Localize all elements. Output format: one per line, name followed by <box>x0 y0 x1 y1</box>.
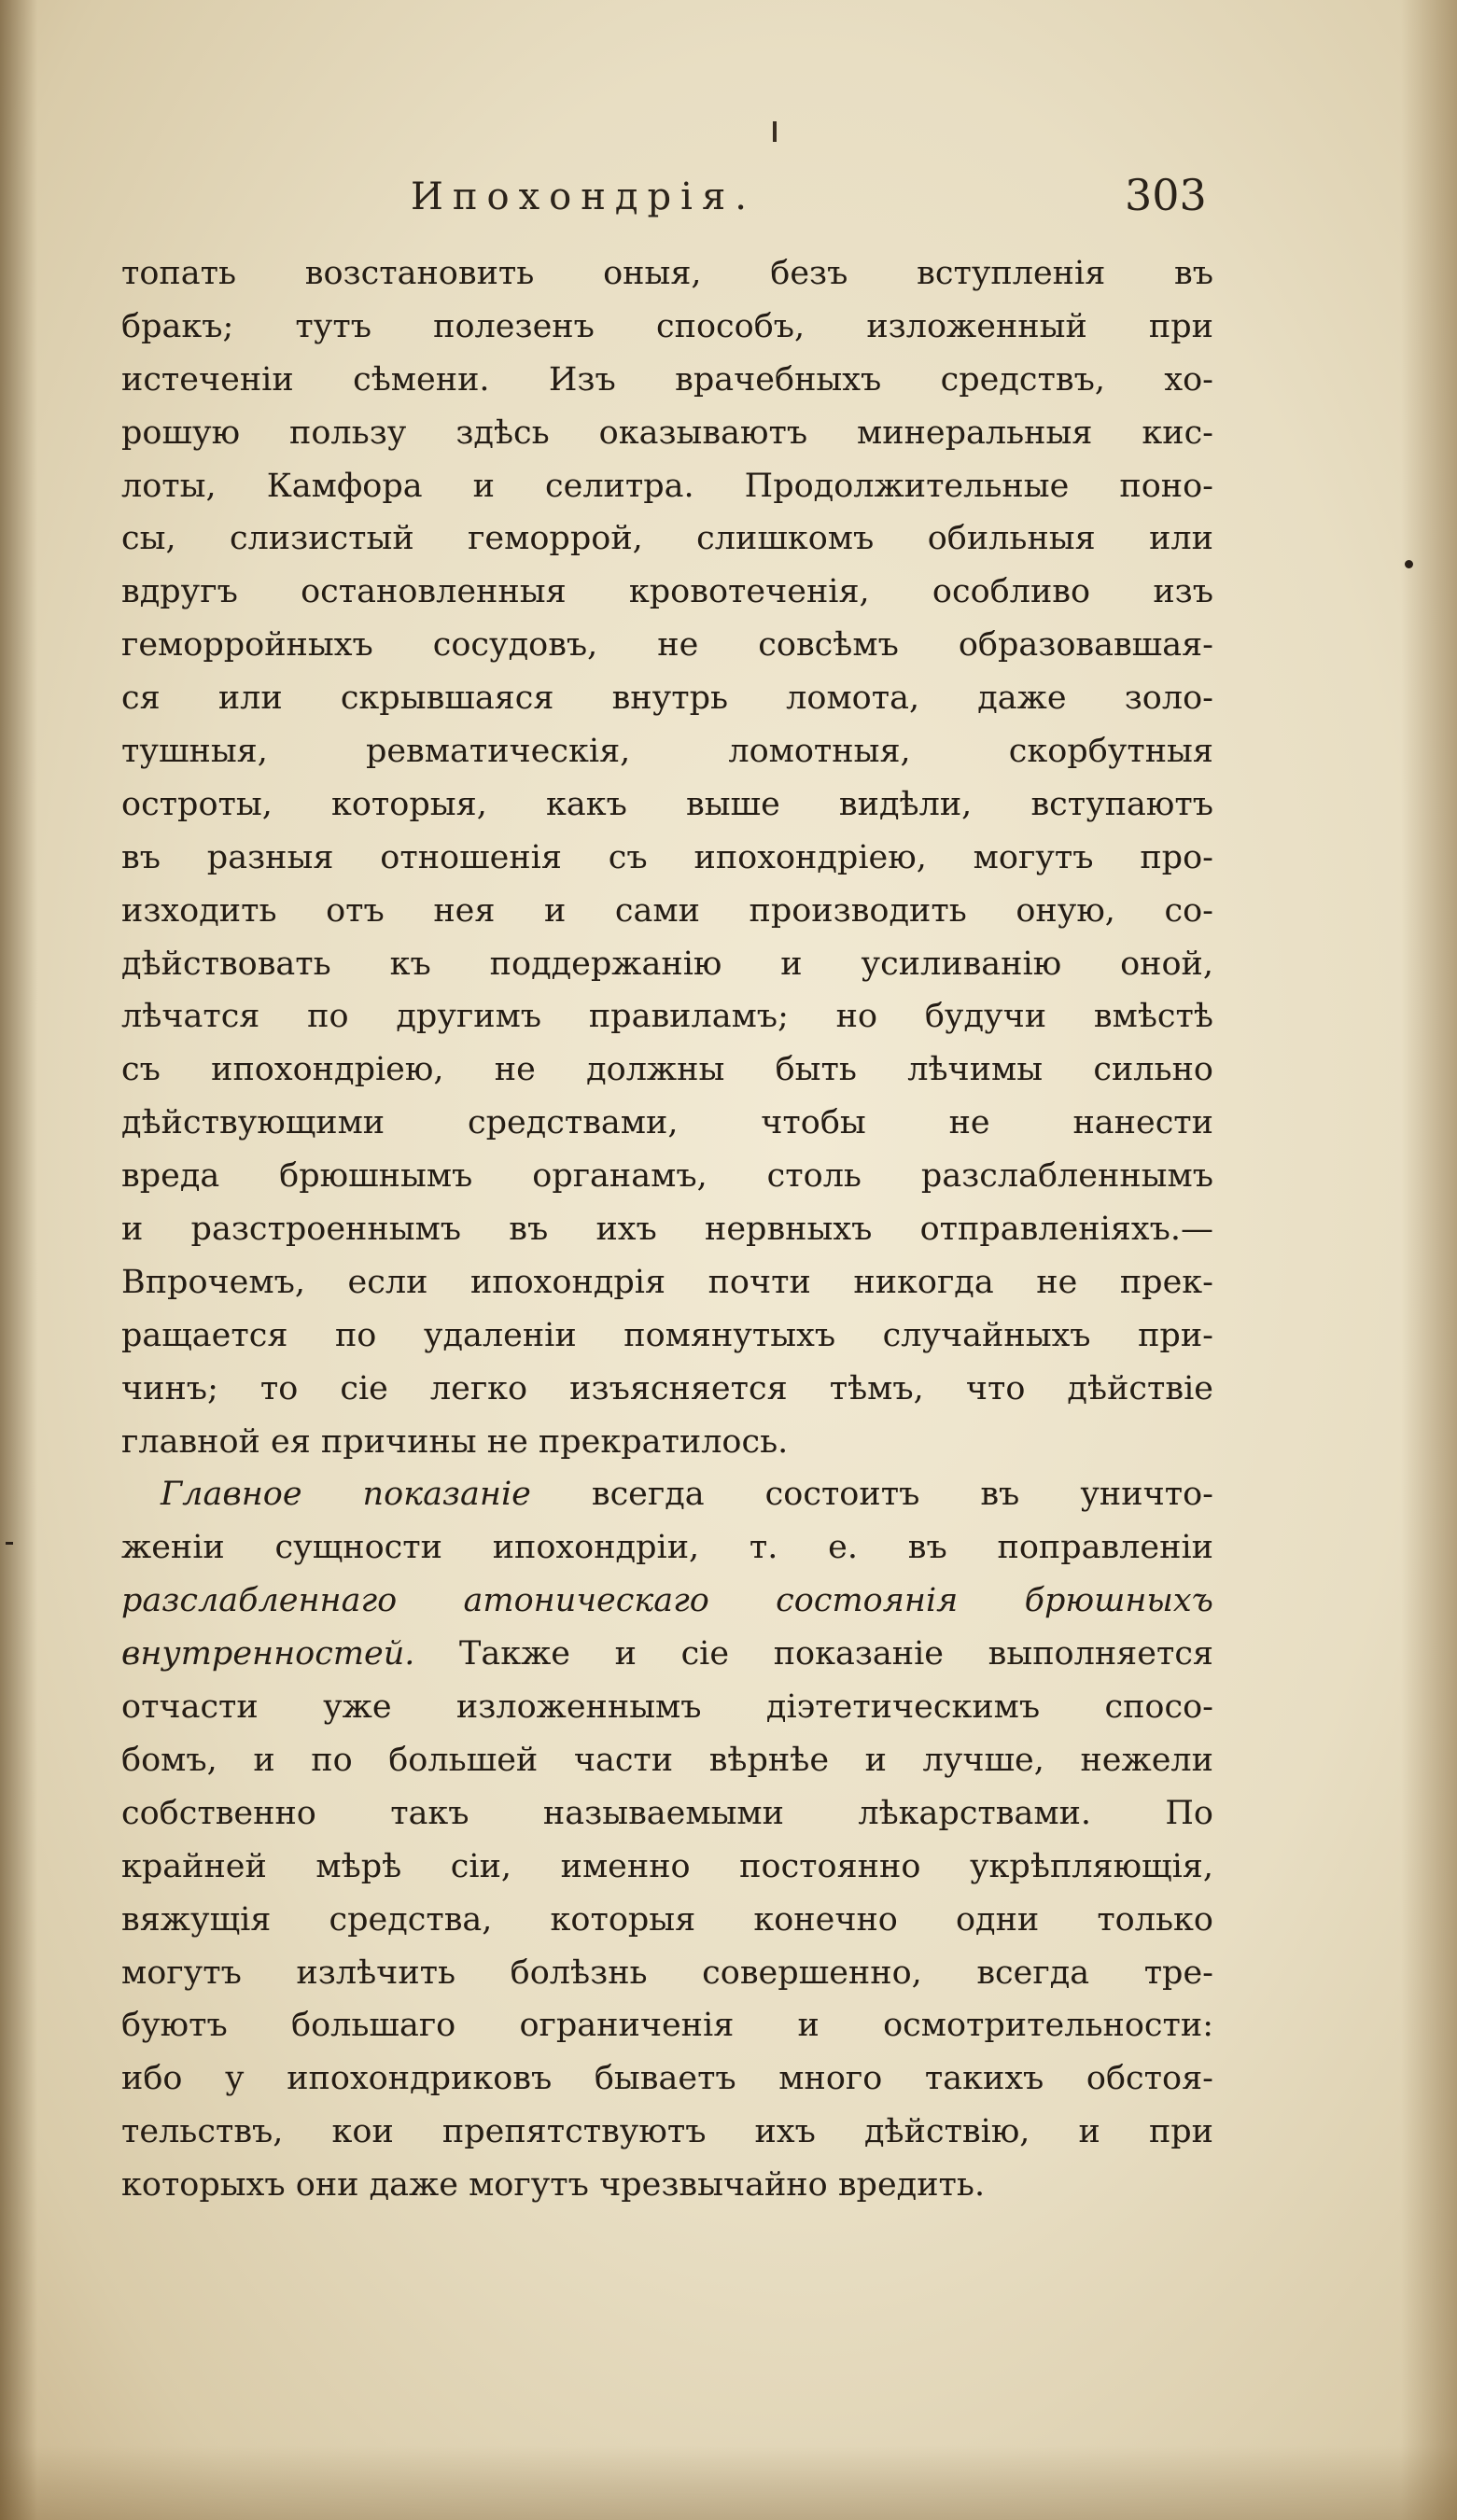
text-line: дѣйствовать къ поддержанію и усиливанію оной, <box>121 945 1213 983</box>
text-line: лоты, Камфора и селитра. Продолжительные поно- <box>121 467 1213 505</box>
text-line: ибо у ипохондриковъ бываетъ много такихъ обстоя- <box>121 2060 1213 2098</box>
text-line: крайней мѣрѣ сіи, именно постоянно укрѣпляющія, <box>121 1847 1213 1885</box>
text-line: которыхъ они даже могутъ чрезвычайно вредить. <box>121 2166 986 2205</box>
text-line: главной ея причины не прекратилось. <box>121 1422 789 1461</box>
paragraph-2 <box>121 1468 1213 2211</box>
text-line: буютъ большаго ограниченія и осмотрительности: <box>121 2007 1213 2045</box>
italic-run: внутренностей. <box>121 1635 415 1673</box>
text-line: ся или скрывшаяся внутрь ломота, даже золо- <box>121 679 1213 718</box>
text-line <box>121 1628 1213 1681</box>
text-line: бракъ; тутъ полезенъ способъ, изложенный при <box>121 307 1213 345</box>
ink-mark-dot <box>1405 560 1413 568</box>
text-line: въ разныя отношенія съ ипохондріею, могутъ про- <box>121 838 1213 876</box>
running-head-title: Ипохондрія. <box>411 175 756 218</box>
text-line: тельствъ, кои препятствуютъ ихъ дѣйствію, и при <box>121 2113 1213 2151</box>
text-line: топать возстановить оныя, безъ вступленія въ <box>121 255 1213 292</box>
text-line: Впрочемъ, если ипохондрія почти никогда не прек- <box>121 1263 1213 1301</box>
text-run: Также и сіе показаніе выполняется <box>414 1635 1213 1673</box>
text-line: тушныя, ревматическія, ломотныя, скорбутныя <box>121 733 1213 771</box>
text-line: лѣчатся по другимъ правиламъ; но будучи вмѣстѣ <box>121 998 1213 1036</box>
text-line: сы, слизистый геморрой, слишкомъ обильныя или <box>121 520 1213 558</box>
running-head <box>0 170 1457 231</box>
body-text <box>121 247 1213 2212</box>
page-edge-shadow <box>1401 0 1457 2520</box>
ink-mark-left <box>6 1542 13 1545</box>
text-line: вяжущія средства, которыя конечно одни только <box>121 1900 1213 1939</box>
paragraph-1 <box>121 247 1213 1468</box>
text-run: всегда состоитъ въ уничто- <box>530 1476 1213 1514</box>
text-line: бомъ, и по большей части вѣрнѣе и лучше, нежели <box>121 1741 1213 1779</box>
text-line: вдругъ остановленныя кровотеченія, особливо изъ <box>121 573 1213 611</box>
text-line: съ ипохондріею, не должны быть лѣчимы сильно <box>121 1051 1213 1089</box>
text-line <box>121 1468 1213 1521</box>
text-line: рошую пользу здѣсь оказываютъ минеральныя кис- <box>121 413 1213 452</box>
text-line: изходить отъ нея и сами производить оную, со- <box>121 891 1213 930</box>
page-bottom-shadow <box>0 2445 1457 2520</box>
text-line: ращается по удаленіи помянутыхъ случайныхъ при- <box>121 1316 1213 1354</box>
text-line: отчасти уже изложеннымъ діэтетическимъ спосо- <box>121 1688 1213 1727</box>
ink-mark-top <box>773 121 777 142</box>
italic-lead: Главное показаніе <box>161 1476 531 1514</box>
text-line: геморройныхъ сосудовъ, не совсѣмъ образовавшая- <box>121 626 1213 665</box>
text-line: женіи сущности ипохондріи, т. е. въ поправленіи <box>121 1529 1213 1567</box>
text-line <box>121 1575 1213 1628</box>
text-line: вреда брюшнымъ органамъ, столь разслабленнымъ <box>121 1157 1213 1196</box>
text-line: собственно такъ называемыми лѣкарствами. По <box>121 1794 1213 1832</box>
text-line: чинъ; то сіе легко изъясняется тѣмъ, что дѣйствіе <box>121 1369 1213 1407</box>
page-number: 303 <box>1125 170 1207 220</box>
italic-run: разслабленнаго атоническаго состоянія брюшныхъ <box>121 1582 1213 1620</box>
page-gutter-shadow <box>0 0 37 2520</box>
text-line: остроты, которыя, какъ выше видѣли, вступаютъ <box>121 785 1213 823</box>
text-line: и разстроеннымъ въ ихъ нервныхъ отправленіяхъ.— <box>121 1211 1213 1249</box>
text-line: истеченіи сѣмени. Изъ врачебныхъ средствъ, хо- <box>121 360 1213 399</box>
text-line: дѣйствующими средствами, чтобы не нанести <box>121 1104 1213 1142</box>
text-line: могутъ излѣчить болѣзнь совершенно, всегда тре- <box>121 1953 1213 1992</box>
